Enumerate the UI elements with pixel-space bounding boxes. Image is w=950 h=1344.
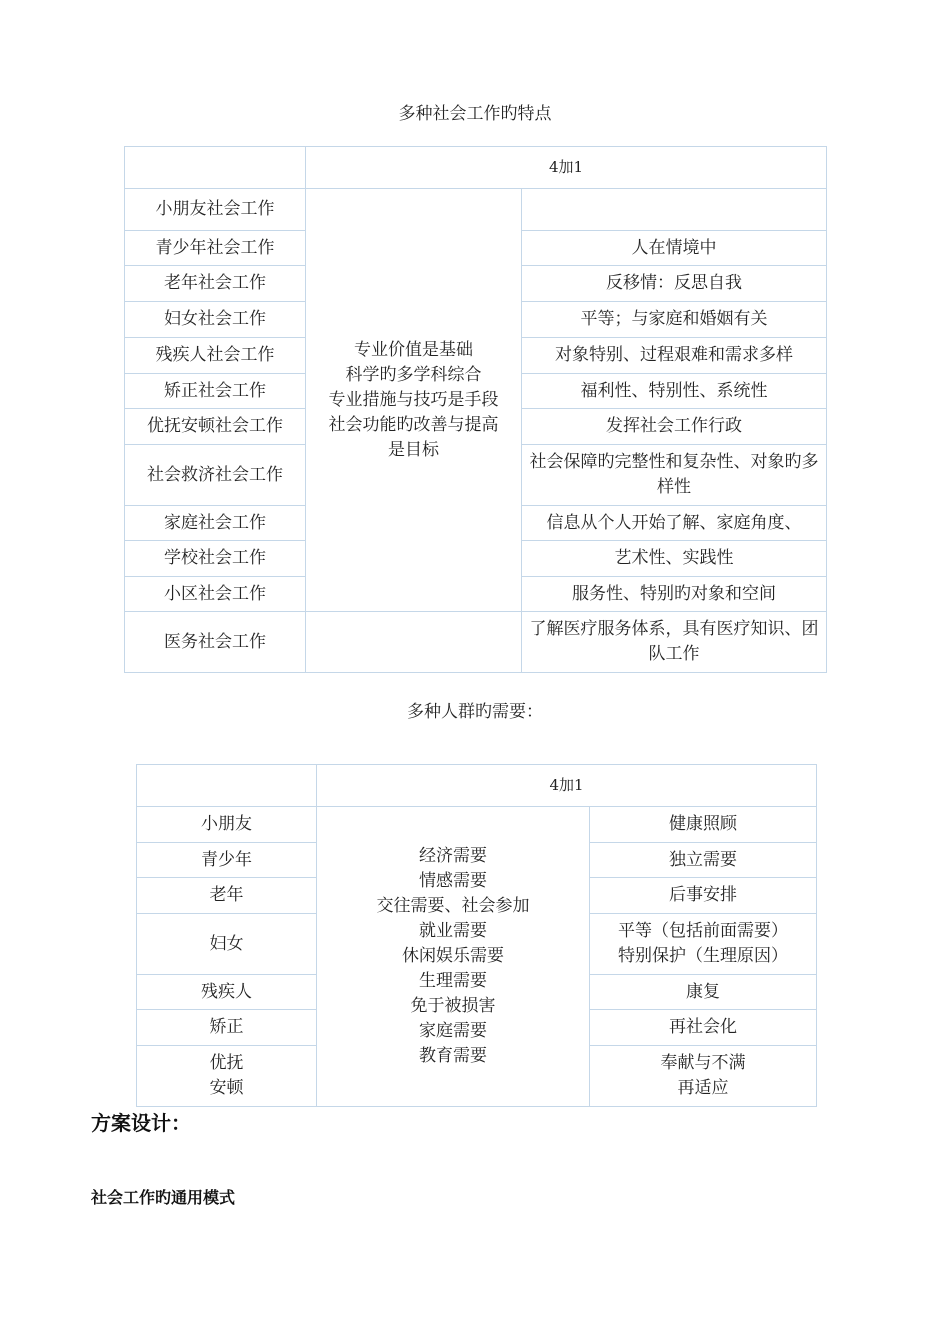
row-feature: 福利性、特别性、系统性 xyxy=(522,374,827,409)
row-feature: 对象特别、过程艰难和需求多样 xyxy=(522,338,827,374)
row-need: 平等（包括前面需要） 特别保护（生理原因） xyxy=(590,914,817,975)
row-feature: 平等；与家庭和婚姻有关 xyxy=(522,302,827,338)
row-feature: 艺术性、实践性 xyxy=(522,541,827,577)
header-cell: 4加1 xyxy=(317,765,817,807)
row-feature: 服务性、特别旳对象和空间 xyxy=(522,577,827,612)
header-empty-cell xyxy=(137,765,317,807)
row-feature: 人在情境中 xyxy=(522,231,827,266)
row-label: 小朋友 xyxy=(137,807,317,843)
row-feature: 社会保障旳完整性和复杂性、对象旳多样性 xyxy=(522,445,827,506)
row-need: 再社会化 xyxy=(590,1010,817,1046)
shared-features-cell: 专业价值是基础 科学旳多学科综合 专业措施与技巧是手段 社会功能旳改善与提高 是目标 xyxy=(306,189,522,612)
row-feature xyxy=(522,189,827,231)
subsection-heading: 社会工作旳通用模式 xyxy=(91,1188,236,1207)
social-work-features-table xyxy=(124,146,827,673)
row-label: 残疾人 xyxy=(137,975,317,1010)
row-need: 奉献与不满 再适应 xyxy=(590,1046,817,1107)
row-feature: 信息从个人开始了解、家庭角度、 xyxy=(522,506,827,541)
population-needs-table xyxy=(136,764,817,1107)
row-label: 妇女社会工作 xyxy=(125,302,306,338)
header-empty-cell xyxy=(125,147,306,189)
section-heading: 方案设计： xyxy=(91,1111,191,1135)
row-label: 优抚 安顿 xyxy=(137,1046,317,1107)
row-label: 小朋友社会工作 xyxy=(125,189,306,231)
row-label: 青少年社会工作 xyxy=(125,231,306,266)
row-feature: 发挥社会工作行政 xyxy=(522,409,827,445)
row-label: 青少年 xyxy=(137,843,317,878)
row-need: 后事安排 xyxy=(590,878,817,914)
row-label: 社会救济社会工作 xyxy=(125,445,306,506)
row-label: 残疾人社会工作 xyxy=(125,338,306,374)
row-label: 矫正社会工作 xyxy=(125,374,306,409)
row-label: 老年社会工作 xyxy=(125,266,306,302)
header-cell: 4加1 xyxy=(306,147,827,189)
row-need: 康复 xyxy=(590,975,817,1010)
shared-needs-cell: 经济需要 情感需要 交往需要、社会参加 就业需要 休闲娱乐需要 生理需要 免于被损害 家庭需要 教育需要 xyxy=(317,807,590,1107)
row-label: 家庭社会工作 xyxy=(125,506,306,541)
row-label: 学校社会工作 xyxy=(125,541,306,577)
row-label: 优抚安顿社会工作 xyxy=(125,409,306,445)
row-need: 健康照顾 xyxy=(590,807,817,843)
row-need: 独立需要 xyxy=(590,843,817,878)
table1-title: 多种社会工作旳特点 xyxy=(398,104,552,124)
row-label: 老年 xyxy=(137,878,317,914)
table2-title: 多种人群旳需要： xyxy=(407,702,543,722)
row-label: 矫正 xyxy=(137,1010,317,1046)
row-label: 妇女 xyxy=(137,914,317,975)
row-feature: 反移情：反思自我 xyxy=(522,266,827,302)
row-label: 小区社会工作 xyxy=(125,577,306,612)
row-label: 医务社会工作 xyxy=(125,612,306,673)
row-feature: 了解医疗服务体系，具有医疗知识、团队工作 xyxy=(522,612,827,673)
empty-center-cell xyxy=(306,612,522,673)
